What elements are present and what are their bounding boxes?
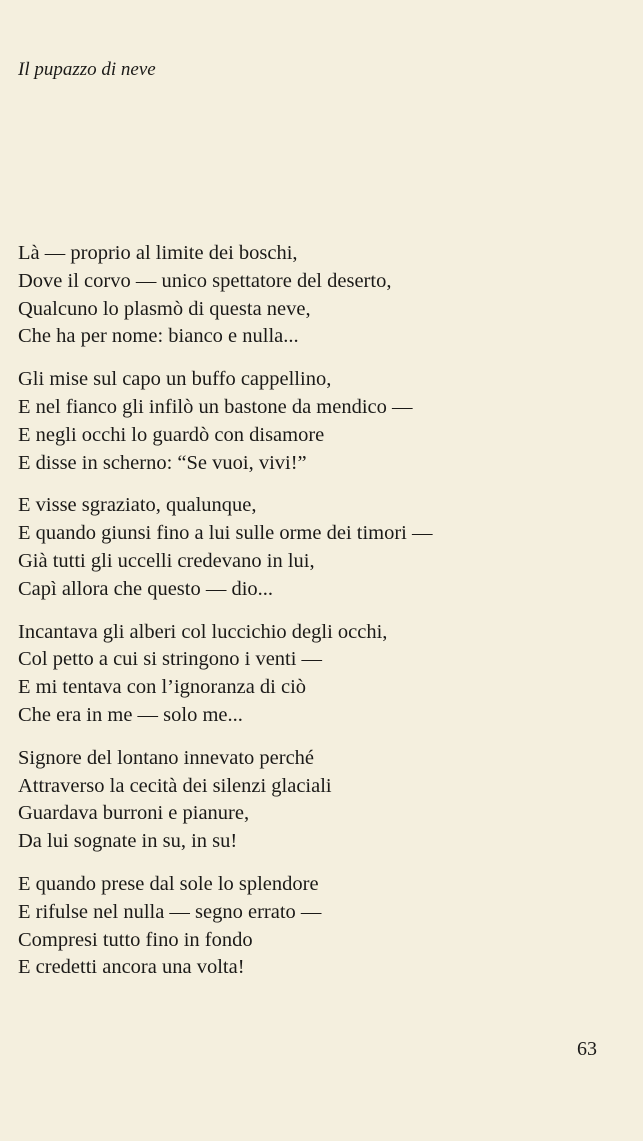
poem-line: Signore del lontano innevato perché (18, 746, 315, 769)
poem-line: Incantava gli alberi col luccichio degli occhi, (18, 620, 388, 643)
poem-line: Guardava burroni e pianure, (18, 802, 250, 825)
poem-line: Dove il corvo — unico spettatore del deserto, (18, 269, 392, 292)
poem-line: E nel fianco gli infilò un bastone da mendico — (18, 395, 413, 418)
stanza (18, 619, 433, 730)
poem-line: E quando prese dal sole lo splendore (18, 872, 319, 895)
poem-line: Già tutti gli uccelli credevano in lui, (18, 549, 315, 572)
poem-line: E credetti ancora una volta! (18, 956, 245, 979)
poem-line: Là — proprio al limite dei boschi, (18, 242, 298, 264)
stanza (18, 871, 433, 982)
stanza (18, 745, 433, 856)
poem-line: E mi tentava con l’ignoranza di ciò (18, 676, 307, 699)
poem-line: E visse sgraziato, qualunque, (18, 494, 257, 517)
poem-line: Che ha per nome: bianco e nulla... (18, 325, 299, 348)
page-title: Il pupazzo di neve (18, 59, 156, 80)
poem-line: E rifulse nel nulla — segno errato — (18, 900, 322, 923)
poem-line: Da lui sognate in su, in su! (18, 830, 238, 853)
stanza (18, 492, 433, 603)
poem-line: E disse in scherno: “Se vuoi, vivi!” (18, 451, 307, 474)
stanza (18, 240, 433, 351)
stanza (18, 366, 433, 477)
poem-line: Che era in me — solo me... (18, 703, 243, 726)
poem-line: Gli mise sul capo un buffo cappellino, (18, 368, 332, 391)
poem-line: Compresi tutto fino in fondo (18, 928, 253, 951)
poem (18, 240, 433, 997)
poem-line: E quando giunsi fino a lui sulle orme dei timori — (18, 522, 433, 545)
poem-line: Col petto a cui si stringono i venti — (18, 648, 323, 671)
poem-line: Attraverso la cecità dei silenzi glaciali (18, 774, 332, 797)
page-number: 63 (577, 1038, 597, 1060)
poem-line: E negli occhi lo guardò con disamore (18, 423, 325, 446)
poem-line: Qualcuno lo plasmò di questa neve, (18, 297, 311, 320)
poem-line: Capì allora che questo — dio... (18, 577, 274, 600)
